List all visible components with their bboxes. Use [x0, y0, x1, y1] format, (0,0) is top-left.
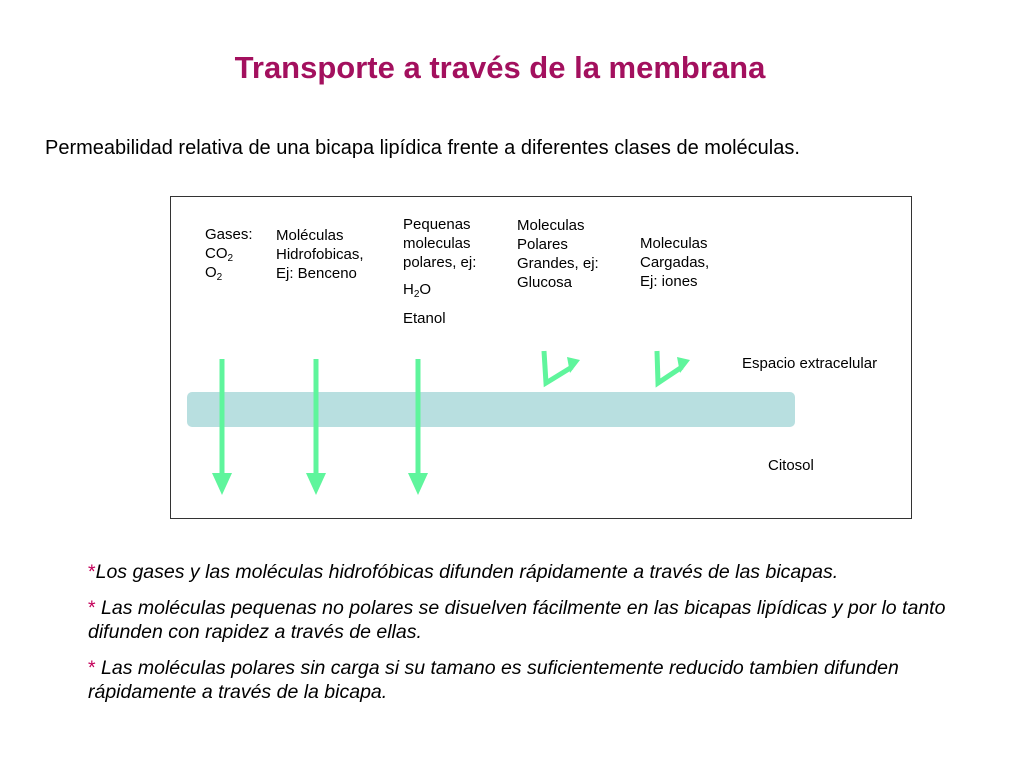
o2-label: $O_2$ — [205, 264, 223, 283]
slide-subtitle: Permeabilidad relativa de una bicapa lipídica frente a diferentes clases de moléculas. — [45, 137, 800, 159]
ethanol-label: Etanol — [403, 310, 446, 327]
cytosol-label: Citosol — [768, 457, 814, 474]
note-1: *Los gases y las moléculas hidrofóbicas difunden rápidamente a través de las bicapas. — [88, 561, 839, 583]
hydrophobic-label: Moléculas Hidrofobicas, Ej: Benceno — [276, 227, 364, 282]
note-2: * Las moléculas pequenas no polares se disuelven fácilmente en las bicapas lipídicas y por lo tanto difunden con rapidez a través de ellas. — [88, 597, 946, 643]
small-polar-label: Pequenas moleculas polares, ej: $H_2O$ Etanol — [403, 216, 477, 327]
slide-title: Transporte a través de la membrana — [234, 50, 766, 85]
co2-label: $CO_2$ — [205, 245, 234, 264]
charged-label: Moleculas Cargadas, Ej: iones — [640, 235, 710, 290]
gases-heading: Gases: — [205, 226, 253, 243]
permeability-diagram — [170, 196, 912, 519]
large-polar-rebound-arrow — [544, 351, 572, 383]
arrows-layer — [171, 197, 913, 520]
extracellular-label: Espacio extracelular — [742, 355, 878, 372]
charged-rebound-arrow — [657, 351, 682, 383]
gases-arrowhead — [212, 473, 232, 495]
h2o-label: $H_2O$ — [403, 281, 432, 300]
hydrophobic-arrowhead — [306, 473, 326, 495]
notes — [88, 560, 988, 716]
large-polar-label: Moleculas Polares Grandes, ej: Glucosa — [517, 217, 599, 291]
note-3: * Las moléculas polares sin carga si su tamano es suficientemente reducido tambien difunden rápidamente a través de la bicapa. — [88, 657, 899, 703]
small-polar-arrowhead — [408, 473, 428, 495]
